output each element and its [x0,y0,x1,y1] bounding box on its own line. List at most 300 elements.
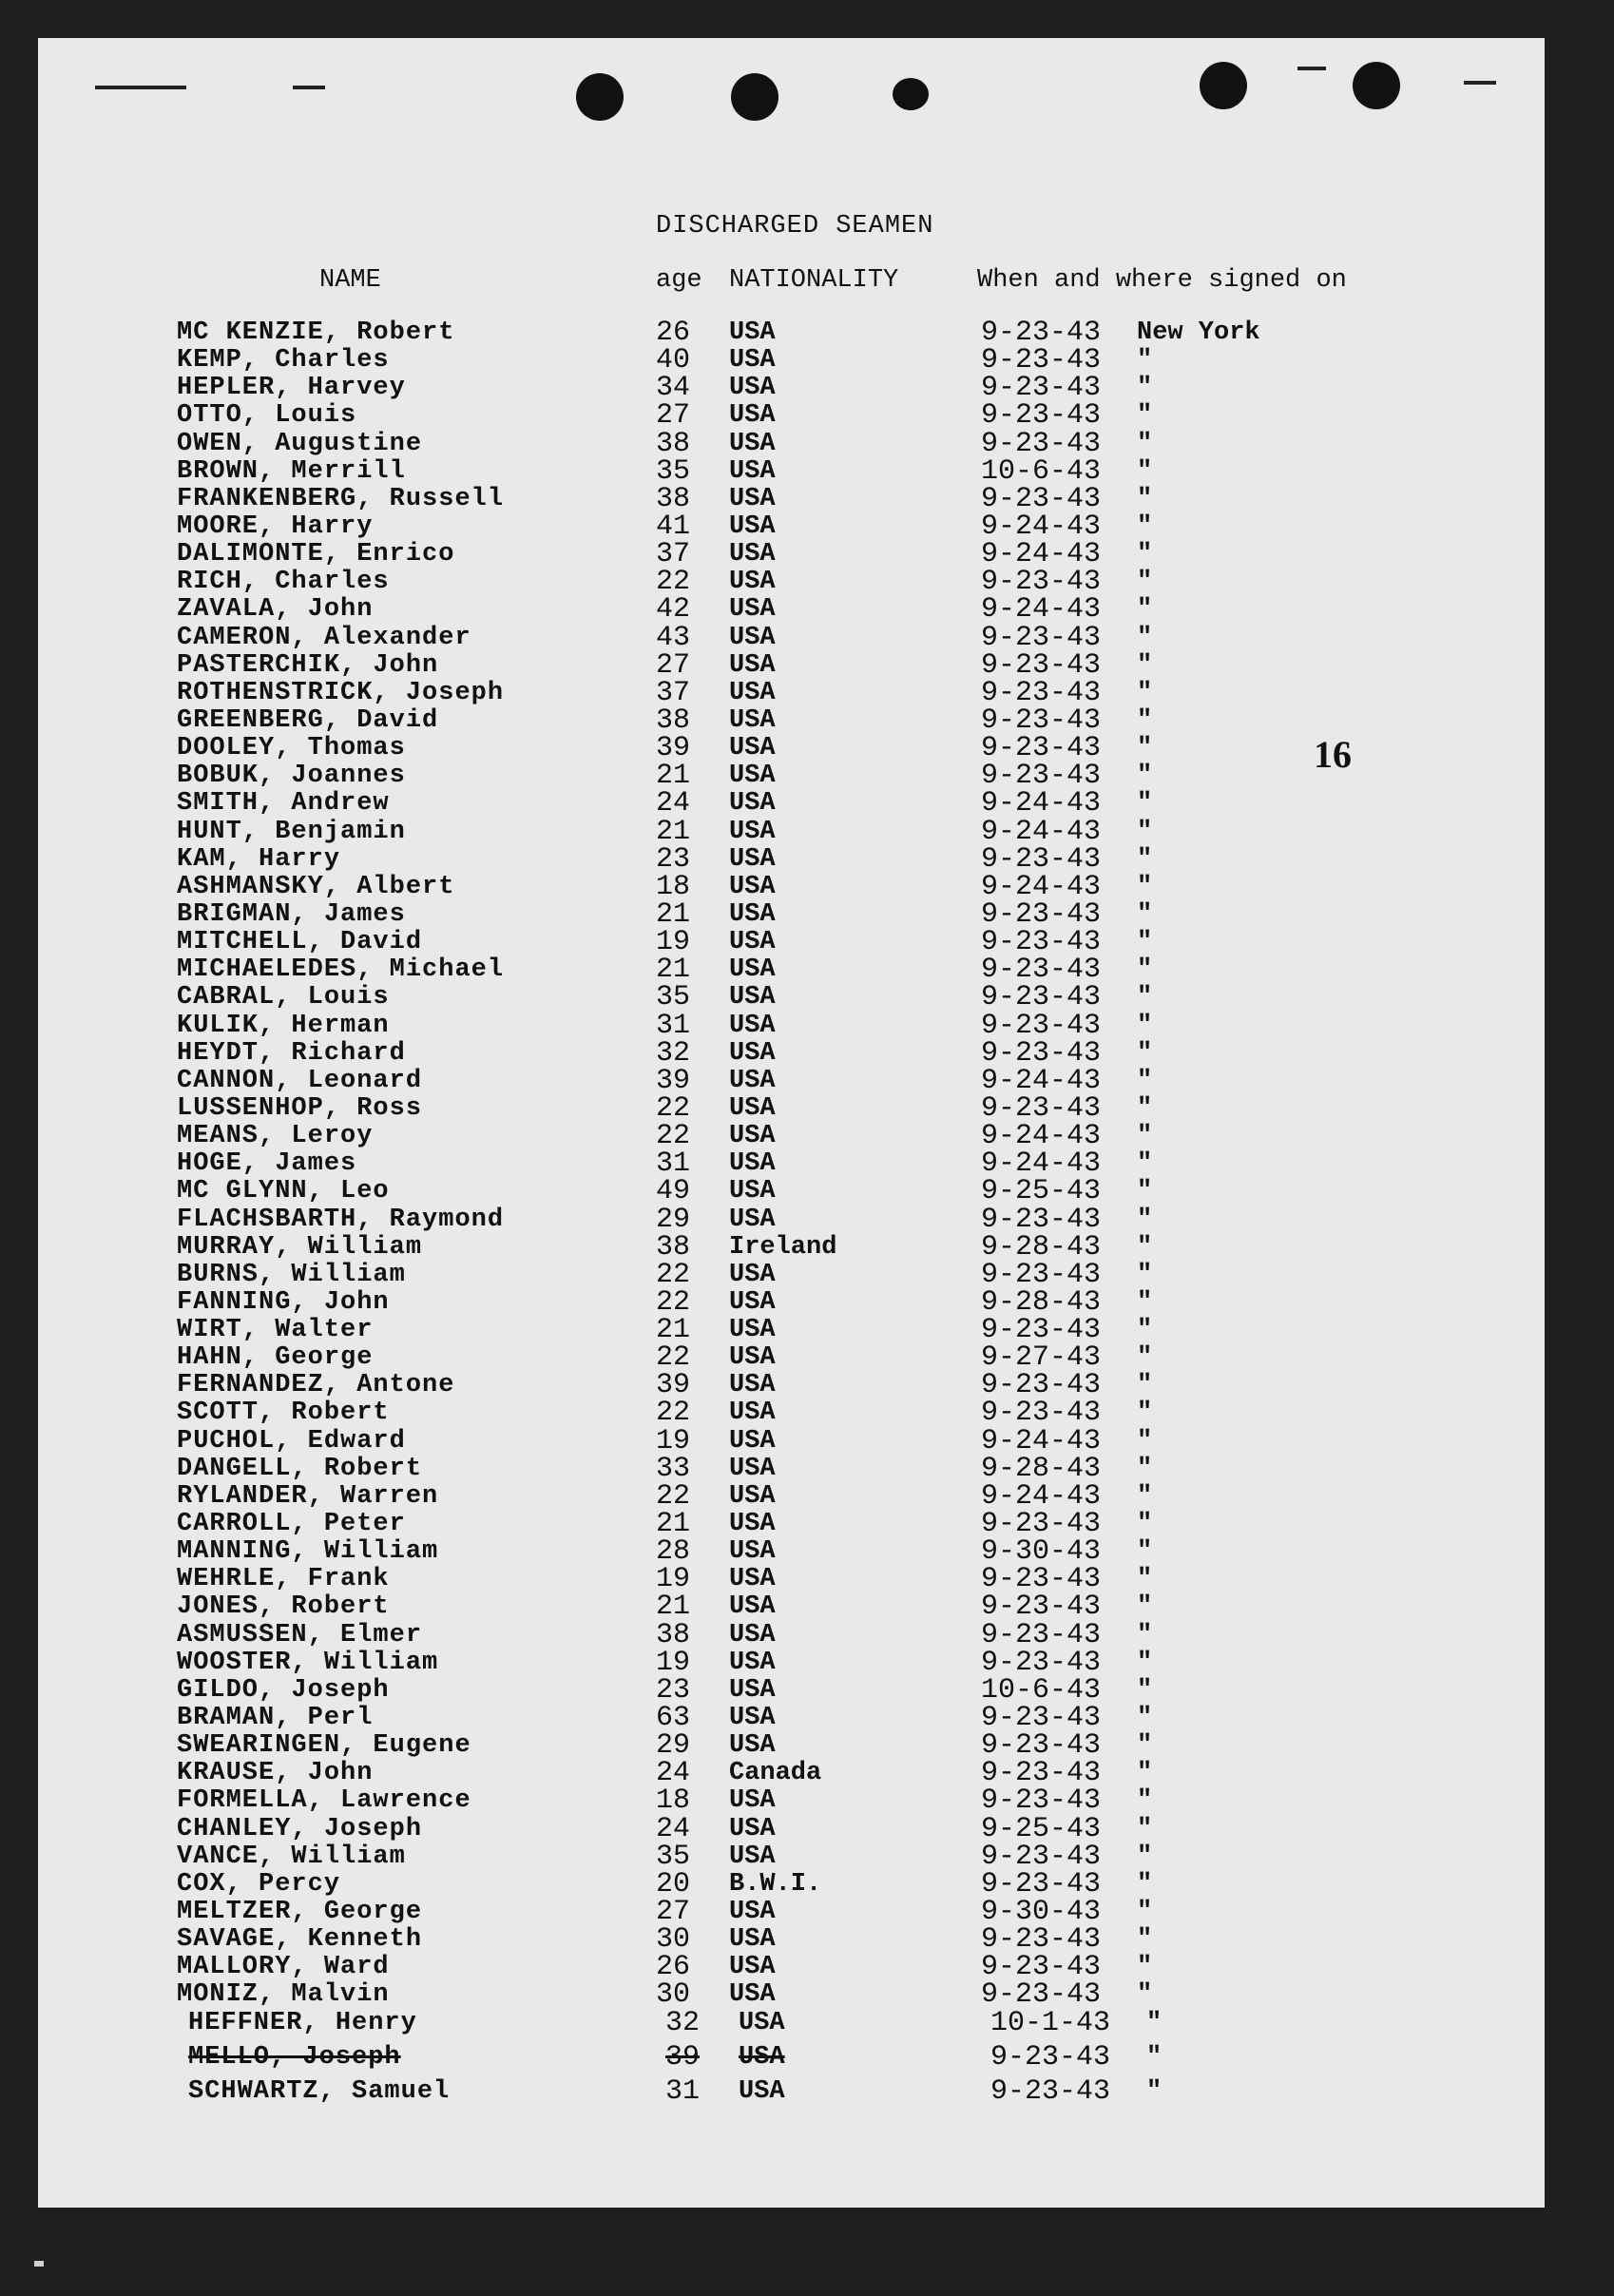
seaman-nationality: USA [729,1675,776,1705]
signed-on-date: 9-24-43 [981,1064,1102,1097]
signed-on-place: " [1137,983,1153,1013]
signed-on-date: 9-23-43 [981,1757,1102,1790]
signed-on-date: 9-23-43 [981,1646,1102,1679]
seaman-age: 22 [656,1258,691,1291]
seaman-nationality: USA [729,346,776,376]
signed-on-place: " [1137,844,1153,874]
seaman-age: 18 [656,870,691,903]
seaman-name: CHANLEY, Joseph [177,1814,423,1843]
seaman-name: MURRAY, William [177,1232,423,1262]
signed-on-place: " [1137,1565,1153,1594]
seaman-age: 35 [656,1840,691,1873]
seaman-age: 39 [656,732,691,765]
table-row [38,897,1545,931]
seaman-name: LUSSENHOP, Ross [177,1093,423,1123]
seaman-name: BOBUK, Joannes [177,762,406,791]
seaman-nationality: USA [729,595,776,625]
seaman-nationality: B.W.I. [729,1869,822,1899]
signed-on-place: " [1137,1980,1153,2010]
seaman-nationality: USA [729,1620,776,1650]
signed-on-place: " [1137,1038,1153,1068]
signed-on-date: 9-23-43 [981,1867,1102,1900]
signed-on-place: " [1137,595,1153,625]
seaman-nationality: USA [729,1177,776,1206]
signed-on-date: 9-23-43 [981,317,1102,349]
signed-on-date: 9-23-43 [981,1009,1102,1042]
signed-on-date: 9-24-43 [981,593,1102,627]
seaman-nationality: USA [729,623,776,652]
punch-hole [731,73,778,121]
table-row [38,1341,1545,1375]
signed-on-place: " [1137,955,1153,985]
signed-on-place: " [1137,1925,1153,1955]
seaman-age: 30 [656,1923,691,1957]
signed-on-date: 9-23-43 [981,732,1102,765]
seaman-name: ASMUSSEN, Elmer [177,1620,423,1650]
seaman-nationality: USA [729,1287,776,1317]
table-row [38,454,1545,488]
seaman-nationality: USA [729,374,776,403]
seaman-name: HEFFNER, Henry [188,2008,417,2037]
seaman-name: FANNING, John [177,1287,390,1317]
signed-on-place: " [1137,1399,1153,1428]
table-row [38,1452,1545,1485]
signed-on-place: " [1137,1869,1153,1899]
table-row [38,1757,1545,1790]
seaman-name: CAMERON, Alexander [177,623,471,652]
table-row [38,676,1545,709]
signed-on-place: New York [1137,318,1260,347]
seaman-nationality: USA [739,2008,785,2037]
seaman-nationality: USA [729,1316,776,1345]
signed-on-place: " [1137,1786,1153,1816]
seaman-nationality: USA [729,401,776,431]
seaman-age: 38 [656,482,691,515]
document-page [38,38,1545,2208]
table-row [38,1812,1545,1845]
signed-on-date: 9-23-43 [981,1729,1102,1763]
seaman-age: 39 [656,1369,691,1402]
seaman-age: 33 [656,1452,691,1485]
seaman-age: 24 [656,1812,691,1845]
seaman-name: DOOLEY, Thomas [177,734,406,763]
signed-on-date: 9-23-43 [981,1369,1102,1402]
seaman-age: 30 [656,1978,691,2012]
table-row [38,1618,1545,1651]
seaman-name: MC GLYNN, Leo [177,1177,390,1206]
seaman-nationality: USA [729,1260,776,1289]
table-row [38,842,1545,876]
seaman-age: 41 [656,510,691,543]
seaman-name: ROTHENSTRICK, Joseph [177,678,505,707]
seaman-name: GREENBERG, David [177,705,439,735]
seaman-nationality: USA [729,817,776,846]
seaman-name: CABRAL, Louis [177,983,390,1013]
table-row [38,760,1545,793]
seaman-name: SMITH, Andrew [177,789,390,819]
seaman-nationality: USA [729,844,776,874]
signed-on-date: 10-6-43 [981,454,1102,488]
signed-on-date: 9-24-43 [981,815,1102,848]
signed-on-date: 9-23-43 [981,926,1102,959]
signed-on-date: 9-23-43 [981,1923,1102,1957]
table-row [38,621,1545,654]
signed-on-date: 9-23-43 [981,897,1102,931]
seaman-age: 23 [656,842,691,876]
seaman-age: 26 [656,317,691,349]
seaman-nationality: USA [729,1066,776,1095]
signed-on-date: 9-23-43 [981,1036,1102,1070]
table-row [38,1479,1545,1513]
signed-on-date: 9-25-43 [981,1175,1102,1208]
seaman-age: 39 [656,1064,691,1097]
seaman-nationality: USA [729,1454,776,1483]
signed-on-place: " [1137,1011,1153,1040]
seaman-name: WEHRLE, Frank [177,1565,390,1594]
seaman-name: PASTERCHIK, John [177,650,439,680]
seaman-nationality: USA [729,1093,776,1123]
seaman-name: FRANKENBERG, Russell [177,484,505,513]
seaman-name: GILDO, Joseph [177,1675,390,1705]
seaman-age: 27 [656,399,691,433]
table-row [38,1951,1545,1984]
seaman-age: 49 [656,1175,691,1208]
signed-on-date: 9-23-43 [981,704,1102,737]
seaman-nationality: USA [729,1592,776,1622]
table-row [38,372,1545,405]
signed-on-place: " [1137,623,1153,652]
table-row [38,1064,1545,1097]
table-row [38,1535,1545,1569]
seaman-age: 19 [656,1646,691,1679]
table-row [38,1508,1545,1541]
signed-on-place: " [1137,789,1153,819]
seaman-nationality: USA [729,872,776,901]
signed-on-place: " [1137,1759,1153,1788]
seaman-age: 43 [656,621,691,654]
seaman-age: 22 [656,566,691,599]
seaman-nationality: USA [729,1537,776,1567]
signed-on-place: " [1137,650,1153,680]
seaman-age: 31 [656,1009,691,1042]
seaman-name: CARROLL, Peter [177,1510,406,1539]
seaman-name: MALLORY, Ward [177,1953,390,1982]
table-row [38,1203,1545,1236]
table-row [38,981,1545,1014]
seaman-nationality: USA [729,1704,776,1733]
signed-on-place: " [1137,1454,1153,1483]
table-row [38,870,1545,903]
signed-on-date: 9-25-43 [981,1812,1102,1845]
header-nationality: NATIONALITY [729,266,899,295]
seaman-age: 29 [656,1203,691,1236]
seaman-age: 22 [656,1479,691,1513]
table-row [38,1646,1545,1679]
signed-on-place: " [1137,1731,1153,1761]
signed-on-date: 9-23-43 [981,482,1102,515]
seaman-nationality: USA [739,2042,785,2072]
table-row [38,1258,1545,1291]
seaman-age: 20 [656,1867,691,1900]
table-row [38,1175,1545,1208]
signed-on-date: 9-24-43 [981,1148,1102,1181]
signed-on-date: 9-23-43 [981,648,1102,682]
seaman-nationality: USA [729,1205,776,1234]
seaman-name: JONES, Robert [177,1592,390,1622]
punch-hole [893,78,929,110]
table-row [38,2006,1545,2044]
seaman-nationality: USA [729,1149,776,1179]
signed-on-place: " [1137,1675,1153,1705]
seaman-nationality: USA [729,955,776,985]
table-row [38,926,1545,959]
signed-on-date: 9-23-43 [981,1091,1102,1125]
seaman-nationality: USA [729,705,776,735]
seaman-name: BRAMAN, Perl [177,1704,374,1733]
signed-on-place: " [1137,1426,1153,1456]
signed-on-date: 9-23-43 [981,1314,1102,1347]
signed-on-date: 10-6-43 [981,1673,1102,1707]
seaman-name: RICH, Charles [177,568,390,597]
signed-on-place: " [1146,2042,1162,2072]
signed-on-date: 9-24-43 [981,1479,1102,1513]
seaman-age: 35 [656,981,691,1014]
table-row [38,1591,1545,1624]
signed-on-date: 9-23-43 [981,566,1102,599]
signed-on-date: 9-23-43 [981,1785,1102,1818]
signed-on-place: " [1137,1481,1153,1511]
seaman-nationality: USA [729,1481,776,1511]
table-row [38,1896,1545,1929]
signed-on-date: 9-24-43 [981,538,1102,571]
punch-mark [95,86,186,89]
table-row [38,2074,1545,2113]
table-row [38,1009,1545,1042]
seaman-name: KRAUSE, John [177,1759,374,1788]
signed-on-date: 9-23-43 [981,1563,1102,1596]
seaman-nationality: Canada [729,1759,822,1788]
seaman-name: BRIGMAN, James [177,899,406,929]
seaman-name: MONIZ, Malvin [177,1980,390,2010]
header-signed-on: When and where signed on [977,266,1347,295]
seaman-name: FLACHSBARTH, Raymond [177,1205,505,1234]
signed-on-place: " [1137,346,1153,376]
signed-on-date: 9-24-43 [981,787,1102,820]
signed-on-place: " [1137,1371,1153,1400]
seaman-age: 27 [656,648,691,682]
seaman-name: BURNS, William [177,1260,406,1289]
signed-on-place: " [1137,705,1153,735]
seaman-nationality: USA [729,540,776,569]
signed-on-date: 9-23-43 [981,1951,1102,1984]
signed-on-date: 9-23-43 [981,1591,1102,1624]
seaman-age: 39 [665,2040,701,2074]
seaman-name: MELLO, Joseph [188,2042,401,2072]
seaman-age: 21 [656,897,691,931]
seaman-age: 22 [656,1285,691,1319]
table-row [38,1867,1545,1900]
scan-speck [34,2261,44,2267]
seaman-name: SAVAGE, Kenneth [177,1925,423,1955]
seaman-name: COX, Percy [177,1869,341,1899]
seaman-age: 23 [656,1673,691,1707]
seaman-name: WIRT, Walter [177,1316,374,1345]
header-name: NAME [319,266,381,295]
table-row [38,2040,1545,2078]
seaman-nationality: USA [729,568,776,597]
table-row [38,1673,1545,1707]
table-row [38,954,1545,987]
punch-hole [1200,62,1247,109]
seaman-name: HEYDT, Richard [177,1038,406,1068]
seaman-name: FORMELLA, Lawrence [177,1786,471,1816]
signed-on-place: " [1137,1122,1153,1151]
table-row [38,510,1545,543]
signed-on-place: " [1137,1316,1153,1345]
seaman-nationality: USA [729,1399,776,1428]
seaman-name: OTTO, Louis [177,401,357,431]
seaman-age: 18 [656,1785,691,1818]
seaman-nationality: USA [729,511,776,541]
signed-on-place: " [1137,899,1153,929]
seaman-name: DALIMONTE, Enrico [177,540,455,569]
table-row [38,1729,1545,1763]
signed-on-place: " [1137,401,1153,431]
seaman-nationality: USA [729,1786,776,1816]
seaman-name: MANNING, William [177,1537,439,1567]
signed-on-place: " [1137,1537,1153,1567]
seaman-name: MC KENZIE, Robert [177,318,455,347]
signed-on-date: 9-23-43 [981,1840,1102,1873]
seaman-age: 21 [656,1314,691,1347]
seaman-age: 32 [665,2006,701,2039]
table-row [38,1424,1545,1457]
signed-on-place: " [1137,429,1153,458]
seaman-name: VANCE, William [177,1842,406,1871]
seaman-nationality: USA [729,1814,776,1843]
seaman-nationality: USA [729,1648,776,1677]
signed-on-date: 9-23-43 [990,2074,1111,2108]
signed-on-date: 9-23-43 [981,1508,1102,1541]
seaman-name: RYLANDER, Warren [177,1481,439,1511]
table-row [38,399,1545,433]
seaman-age: 38 [656,704,691,737]
seaman-age: 19 [656,926,691,959]
seaman-name: DANGELL, Robert [177,1454,423,1483]
signed-on-place: " [1146,2076,1162,2106]
signed-on-date: 9-23-43 [981,954,1102,987]
punch-mark [293,86,325,89]
seaman-name: SCHWARTZ, Samuel [188,2076,451,2106]
seaman-age: 31 [656,1148,691,1181]
seaman-nationality: USA [739,2076,785,2106]
signed-on-place: " [1137,1648,1153,1677]
seaman-age: 31 [665,2074,701,2108]
seaman-nationality: USA [729,1925,776,1955]
seaman-name: HUNT, Benjamin [177,817,406,846]
signed-on-place: " [1137,1814,1153,1843]
seaman-age: 22 [656,1120,691,1153]
signed-on-date: 9-28-43 [981,1452,1102,1485]
seaman-name: MICHAELEDES, Michael [177,955,505,985]
seaman-nationality: USA [729,429,776,458]
seaman-nationality: USA [729,928,776,957]
seaman-nationality: USA [729,1898,776,1927]
punch-mark [1297,67,1326,70]
signed-on-date: 9-23-43 [981,1618,1102,1651]
signed-on-date: 9-23-43 [981,1397,1102,1430]
table-row [38,1148,1545,1181]
signed-on-place: " [1137,1510,1153,1539]
table-row [38,427,1545,460]
seaman-name: SCOTT, Robert [177,1399,390,1428]
seaman-age: 21 [656,1508,691,1541]
seaman-nationality: USA [729,789,776,819]
seaman-name: ZAVALA, John [177,595,374,625]
signed-on-date: 9-23-43 [990,2040,1111,2074]
table-row [38,1840,1545,1873]
signed-on-date: 9-24-43 [981,1120,1102,1153]
table-row [38,482,1545,515]
table-row [38,732,1545,765]
table-row [38,1091,1545,1125]
signed-on-date: 9-30-43 [981,1535,1102,1569]
seaman-nationality: USA [729,1510,776,1539]
seamen-list [38,319,1545,2113]
table-row [38,1230,1545,1264]
seaman-age: 63 [656,1702,691,1735]
seaman-name: SWEARINGEN, Eugene [177,1731,471,1761]
signed-on-place: " [1137,1232,1153,1262]
table-row [38,704,1545,737]
table-row [38,1314,1545,1347]
table-row [38,648,1545,682]
seaman-age: 24 [656,787,691,820]
table-row [38,815,1545,848]
table-row [38,593,1545,627]
signed-on-place: " [1137,734,1153,763]
page-title: DISCHARGED SEAMEN [656,212,934,241]
seaman-age: 22 [656,1397,691,1430]
seaman-nationality: Ireland [729,1232,837,1262]
seaman-name: ASHMANSKY, Albert [177,872,455,901]
table-row [38,787,1545,820]
signed-on-date: 9-24-43 [981,510,1102,543]
seaman-age: 27 [656,1896,691,1929]
signed-on-place: " [1137,1620,1153,1650]
signed-on-date: 9-23-43 [981,427,1102,460]
seaman-age: 38 [656,1230,691,1264]
signed-on-place: " [1137,1592,1153,1622]
seaman-name: HOGE, James [177,1149,357,1179]
signed-on-place: " [1137,1898,1153,1927]
seaman-nationality: USA [729,983,776,1013]
seaman-nationality: USA [729,484,776,513]
signed-on-place: " [1137,540,1153,569]
seaman-age: 29 [656,1729,691,1763]
seaman-name: HAHN, George [177,1343,374,1373]
signed-on-place: " [1137,928,1153,957]
seaman-name: BROWN, Merrill [177,456,406,486]
seaman-name: MOORE, Harry [177,511,374,541]
signed-on-date: 9-23-43 [981,760,1102,793]
table-row [38,1923,1545,1957]
seaman-age: 22 [656,1091,691,1125]
seaman-age: 34 [656,372,691,405]
table-row [38,344,1545,377]
signed-on-date: 10-1-43 [990,2006,1111,2039]
seaman-nationality: USA [729,1980,776,2010]
